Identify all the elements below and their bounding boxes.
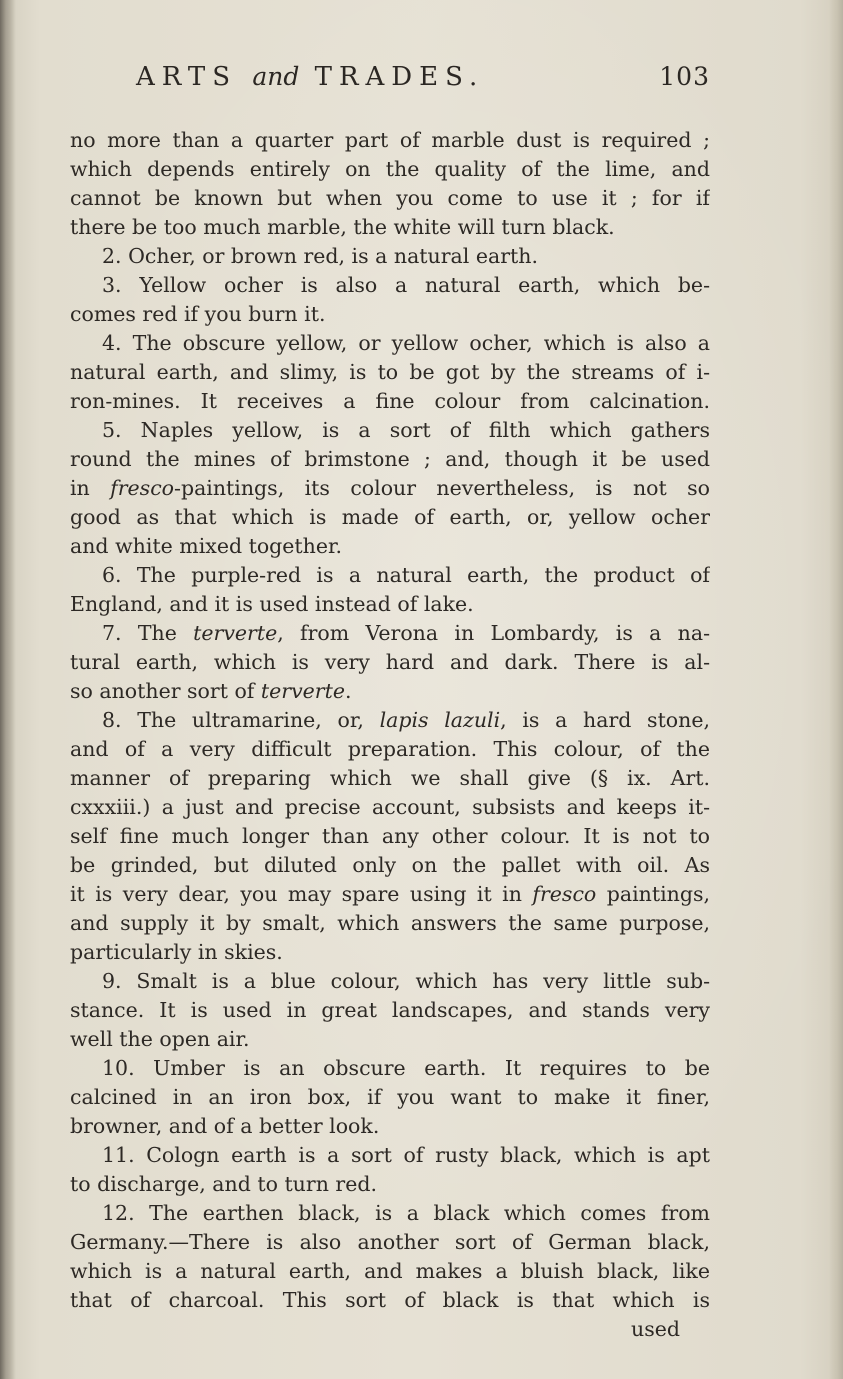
- text-line: so another sort of terverte.: [70, 679, 352, 703]
- paragraph-2-ocher: 2. Ocher, or brown red, is a natural earth.: [102, 244, 538, 268]
- text-line: Germany.—There is also another sort of German black,: [70, 1230, 710, 1254]
- text-line: cannot be known but when you come to use it ; for if: [70, 186, 710, 210]
- text-line: calcined in an iron box, if you want to make it finer,: [70, 1085, 710, 1109]
- paragraph-9-smalt: 9. Smalt is a blue colour, which has very little sub-: [102, 969, 710, 993]
- page-edge: [829, 0, 843, 1379]
- page-number: 103: [659, 62, 710, 91]
- text-line: to discharge, and to turn red.: [70, 1172, 377, 1196]
- paragraph-4-obscure-yellow: 4. The obscure yellow, or yellow ocher, which is also a: [102, 331, 710, 355]
- paragraph-11-cologn-earth: 11. Cologn earth is a sort of rusty black, which is apt: [102, 1143, 710, 1167]
- paragraph-7-terverte: 7. The terverte, from Verona in Lombardy, is a na-: [102, 621, 710, 645]
- text-line: and supply it by smalt, which answers the same purpose,: [70, 911, 710, 935]
- text-line: cxxxiii.) a just and precise account, subsists and keeps it-: [70, 795, 710, 819]
- text-line: that of charcoal. This sort of black is that which is: [70, 1288, 710, 1312]
- text-line: manner of preparing which we shall give (§ ix. Art.: [70, 766, 710, 790]
- text-line: round the mines of brimstone ; and, though it be used: [70, 447, 710, 471]
- text-line: well the open air.: [70, 1027, 250, 1051]
- text-line: ron-mines. It receives a fine colour from calcination.: [70, 389, 710, 413]
- text-line: good as that which is made of earth, or, yellow ocher: [70, 505, 710, 529]
- running-head-title: [136, 62, 484, 92]
- running-head-word-and: and: [252, 62, 300, 91]
- paragraph-5-naples-yellow: 5. Naples yellow, is a sort of filth which gathers: [102, 418, 710, 442]
- paragraph-8-ultramarine: 8. The ultramarine, or, lapis lazuli, is a hard stone,: [102, 708, 710, 732]
- text-line: no more than a quarter part of marble dust is required ;: [70, 128, 710, 152]
- text-line: be grinded, but diluted only on the pallet with oil. As: [70, 853, 710, 877]
- text-line: and white mixed together.: [70, 534, 343, 558]
- text-line: comes red if you burn it.: [70, 302, 326, 326]
- text-line: England, and it is used instead of lake.: [70, 592, 474, 616]
- text-line: which depends entirely on the quality of the lime, and: [70, 157, 710, 181]
- text-line: particularly in skies.: [70, 940, 283, 964]
- paragraph-6-purple-red: 6. The purple-red is a natural earth, the product of: [102, 563, 710, 587]
- text-line: browner, and of a better look.: [70, 1114, 380, 1138]
- paragraph-10-umber: 10. Umber is an obscure earth. It requires to be: [102, 1056, 710, 1080]
- catchword: used: [631, 1317, 680, 1341]
- text-line: self fine much longer than any other colour. It is not to: [70, 824, 710, 848]
- text-line: which is a natural earth, and makes a bluish black, like: [70, 1259, 710, 1283]
- text-line: stance. It is used in great landscapes, and stands very: [70, 998, 710, 1022]
- paragraph-3-yellow-ocher: 3. Yellow ocher is also a natural earth, which be-: [102, 273, 710, 297]
- text-line: in fresco-paintings, its colour nevertheless, is not so: [70, 476, 710, 500]
- text-line: and of a very difficult preparation. This colour, of the: [70, 737, 710, 761]
- text-line: tural earth, which is very hard and dark. There is al-: [70, 650, 710, 674]
- paragraph-12-earthen-black: 12. The earthen black, is a black which comes from: [102, 1201, 710, 1225]
- running-head: [70, 62, 710, 102]
- running-head-word-trades: TRADES.: [314, 62, 485, 92]
- text-line: there be too much marble, the white will turn black.: [70, 215, 615, 239]
- text-line: it is very dear, you may spare using it in fresco paintings,: [70, 882, 710, 906]
- binding-gutter: [0, 0, 16, 1379]
- text-line: natural earth, and slimy, is to be got by the streams of i-: [70, 360, 710, 384]
- body-text: [70, 126, 710, 1344]
- running-head-word-arts: ARTS: [136, 62, 238, 92]
